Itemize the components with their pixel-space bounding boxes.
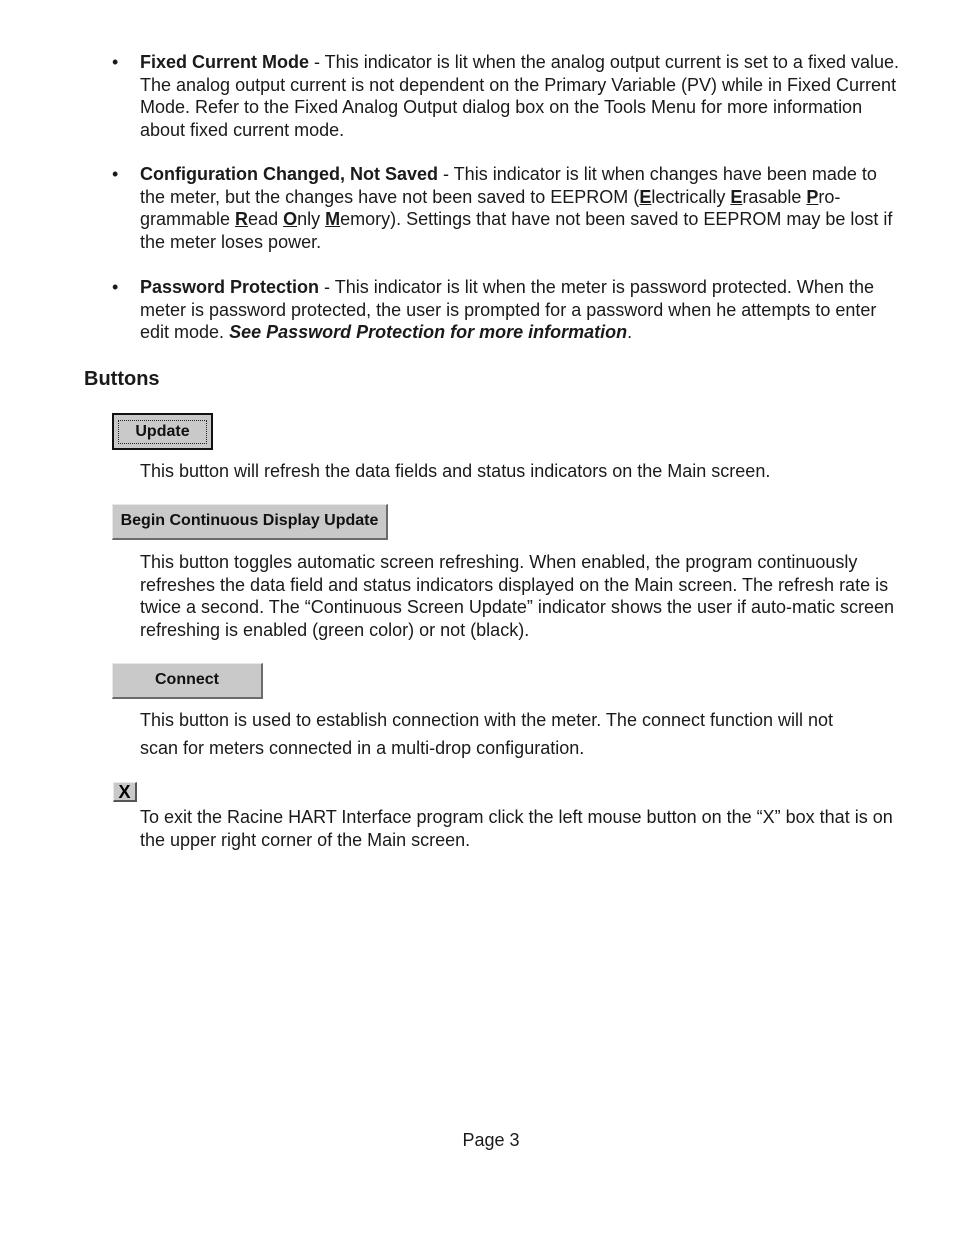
bullet-text: emory). Settings that have not been saved to EEPROM may be lost if the meter loses power.	[140, 209, 893, 252]
bullet-marker: •	[112, 164, 119, 184]
connect-button[interactable]: Connect	[112, 663, 263, 699]
bullet-term: Fixed Current Mode	[140, 52, 310, 72]
begin-continuous-display-update-button[interactable]: Begin Continuous Display Update	[112, 504, 388, 540]
bullet-text: rasable	[742, 186, 807, 207]
connect-description-line2: scan for meters connected in a multi-drop configuration.	[140, 738, 585, 758]
bullet-text: .	[627, 322, 633, 342]
continuous-update-description: This button toggles automatic screen refreshing. When enabled, the program continuously refreshes the data field and status indicators displayed on the Main screen. The refresh rate is twice a second. The “Continuous Screen Update” indicator shows the user if auto-matic screen refreshing is enabled (green color) or not (black).	[140, 552, 895, 640]
page-number: Page 3	[462, 1130, 520, 1150]
acronym-letter: E	[730, 186, 743, 207]
bullet-text: - This indicator is lit when the analog output current is set to a fixed value. The analog output current is not dependent on the Primary Variable (PV) while in Fixed Current Mode. Refer to the Fixed Analog Output dialog box on the Tools Menu for more information about fixed current mode.	[140, 52, 899, 140]
acronym-letter: R	[235, 209, 249, 229]
bullet-text: nly	[297, 209, 326, 229]
acronym-letter: O	[283, 209, 298, 229]
update-button[interactable]	[112, 413, 213, 450]
bullet-password-protection	[112, 276, 900, 344]
bullet-term: Password Protection	[140, 277, 320, 297]
bullet-text: ead	[248, 209, 284, 229]
close-icon[interactable]: X	[113, 782, 137, 802]
update-button-description: This button will refresh the data fields and status indicators on the Main screen.	[140, 461, 771, 481]
bullet-fixed-current-mode	[112, 51, 900, 141]
bullet-marker: •	[112, 52, 119, 72]
bullet-text: - This indicator is lit when changes have been made to the meter, but the changes have not been saved to EEPROM (	[140, 164, 877, 207]
bullet-text: lectrically	[651, 186, 731, 207]
bullet-marker: •	[112, 277, 119, 297]
acronym-letter: M	[325, 209, 341, 229]
bullet-term: Configuration Changed, Not Saved	[140, 164, 439, 184]
update-button-label: Update	[118, 420, 206, 444]
see-also-reference: See Password Protection for more information	[229, 322, 628, 342]
acronym-letter: P	[806, 186, 819, 207]
connect-description-line1: This button is used to establish connection with the meter. The connect function will not	[140, 710, 834, 730]
section-heading-buttons: Buttons	[84, 368, 160, 390]
acronym-letter: E	[639, 186, 652, 207]
bullet-text: ro-grammable	[140, 186, 841, 229]
bullet-text: - This indicator is lit when the meter is password protected. When the meter is password protected, the user is prompted for a password when he attempts to enter edit mode.	[140, 277, 877, 342]
bullet-configuration-changed	[112, 163, 900, 253]
close-description: To exit the Racine HART Interface program click the left mouse button on the “X” box that is on the upper right corner of the Main screen.	[140, 807, 893, 850]
